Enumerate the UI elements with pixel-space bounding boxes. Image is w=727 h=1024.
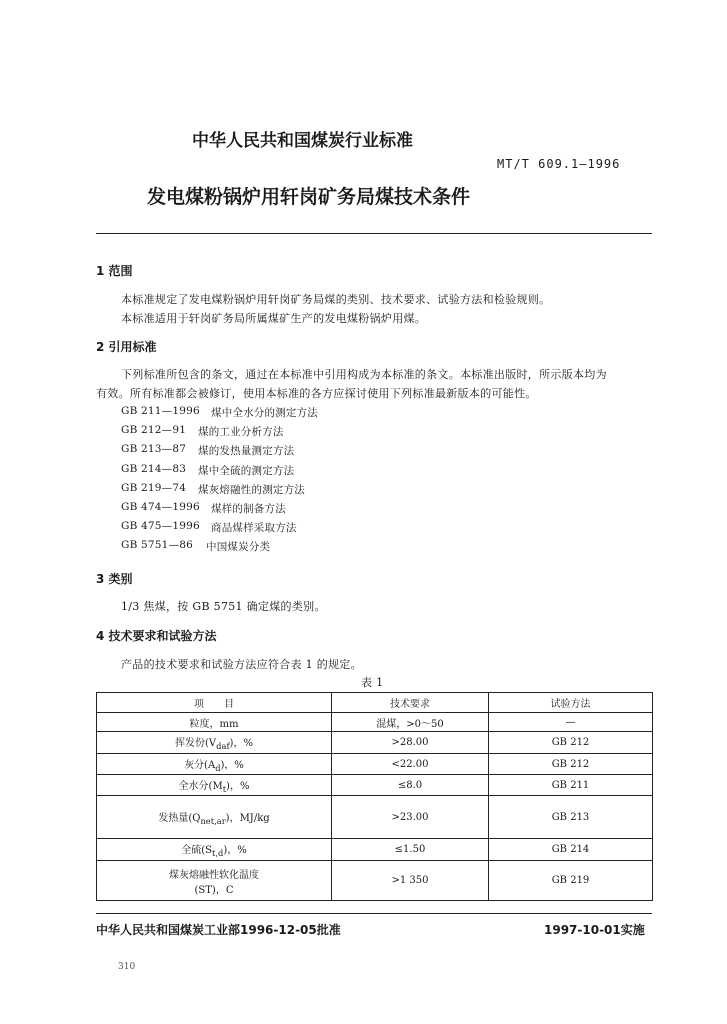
standard-code: MT/T 609.1—1996: [497, 157, 621, 171]
table-row: [97, 713, 653, 732]
section-4-heading: 4 技术要求和试验方法: [96, 629, 217, 643]
table-row: [97, 861, 653, 901]
section-2-heading: 2 引用标准: [96, 340, 157, 354]
reference-code: GB 212—91: [121, 424, 187, 437]
section-3-heading: 3 类别: [96, 572, 133, 586]
table-cell-requirement: ≤1.50: [332, 839, 489, 861]
section-1-heading: 1 范围: [96, 264, 133, 278]
section-2-intro: 下列标准所包含的条文，通过在本标准中引用构成为本标准的条文。本标准出版时，所示版本均为: [121, 368, 607, 381]
table-header-cell: 试验方法: [489, 693, 653, 713]
reference-code: GB 5751—86: [121, 539, 194, 552]
section-1-paragraph: 本标准适用于轩岗矿务局所属煤矿生产的发电煤粉锅炉用煤。: [121, 312, 427, 325]
reference-name: 煤灰熔融性的测定方法: [198, 483, 305, 496]
reference-name: 煤样的制备方法: [211, 503, 286, 515]
reference-code: GB 213—87: [121, 443, 187, 456]
reference-code: GB 474—1996: [121, 501, 200, 513]
table-header-cell: 项 目: [97, 693, 332, 713]
table-cell-method: GB 212: [489, 754, 653, 775]
table-cell-requirement: 混煤，>0～50: [332, 713, 489, 732]
table-cell-requirement: >1 350: [332, 861, 489, 901]
table-cell-method: GB 214: [489, 839, 653, 861]
table-cell-method: GB 211: [489, 775, 653, 796]
table-row: [97, 775, 653, 796]
table-cell-item: 挥发份$(V_{daf})$，%: [97, 732, 332, 754]
table-row: [97, 732, 653, 754]
table-row: [97, 839, 653, 861]
standard-org-title: 中华人民共和国煤炭行业标准: [192, 131, 413, 151]
table-cell-item: 全水分$(M_t)$，%: [97, 775, 332, 796]
table-cell-requirement: <22.00: [332, 754, 489, 775]
table-cell-item: 煤灰熔融性软化温度 (ST)，C: [97, 861, 332, 901]
table-row: [97, 754, 653, 775]
table-cell-item: 全硫$(S_{t,d})$，%: [97, 839, 332, 861]
table-cell-method: GB 212: [489, 732, 653, 754]
reference-code: GB 214—83: [121, 462, 187, 475]
table-caption: 表 1: [361, 676, 384, 689]
table-cell-requirement: ≤8.0: [332, 775, 489, 796]
table-cell-method: GB 213: [489, 796, 653, 839]
implementation-date: 1997-10-01实施: [544, 923, 645, 937]
reference-name: 商品煤样采取方法: [211, 522, 297, 535]
section-4-text: 产品的技术要求和试验方法应符合表 1 的规定。: [121, 658, 362, 671]
reference-name: 中国煤炭分类: [206, 541, 271, 554]
section-3-text: 1/3 焦煤，按 GB 5751 确定煤的类别。: [121, 600, 326, 613]
section-1-paragraph: 本标准规定了发电煤粉锅炉用轩岗矿务局煤的类别、技术要求、试验方法和检验规则。: [121, 293, 551, 306]
reference-code: GB 219—74: [121, 481, 187, 494]
table-cell-method: GB 219: [489, 861, 653, 901]
table-header-cell: 技术要求: [332, 693, 489, 713]
reference-name: 煤中全硫的测定方法: [198, 464, 295, 477]
table-cell-item: 粒度，mm: [97, 713, 332, 732]
table-row: [97, 796, 653, 839]
footer-divider: [96, 913, 652, 914]
header-divider: [96, 233, 652, 234]
table-cell-requirement: >23.00: [332, 796, 489, 839]
table-header-row: [97, 693, 653, 713]
reference-name: 煤的工业分析方法: [198, 426, 284, 439]
reference-code: GB 211—1996: [121, 405, 200, 417]
page-number: 310: [118, 962, 136, 972]
document-title: 发电煤粉锅炉用轩岗矿务局煤技术条件: [147, 186, 471, 208]
section-2-intro: 有效。所有标准都会被修订，使用本标准的各方应探讨使用下列标准最新版本的可能性。: [96, 387, 537, 400]
approval-line: 中华人民共和国煤炭工业部1996-12-05批准: [96, 923, 341, 937]
reference-code: GB 475—1996: [121, 520, 200, 533]
table-cell-item: 发热量$(Q_{net,ar})$，MJ/kg: [97, 796, 332, 839]
table-cell-requirement: >28.00: [332, 732, 489, 754]
table-cell-item: 灰分$(A_d)$，%: [97, 754, 332, 775]
table-cell-method: —: [489, 713, 653, 732]
reference-name: 煤的发热量测定方法: [198, 445, 295, 458]
reference-name: 煤中全水分的测定方法: [211, 407, 318, 419]
spec-table: [96, 692, 653, 901]
